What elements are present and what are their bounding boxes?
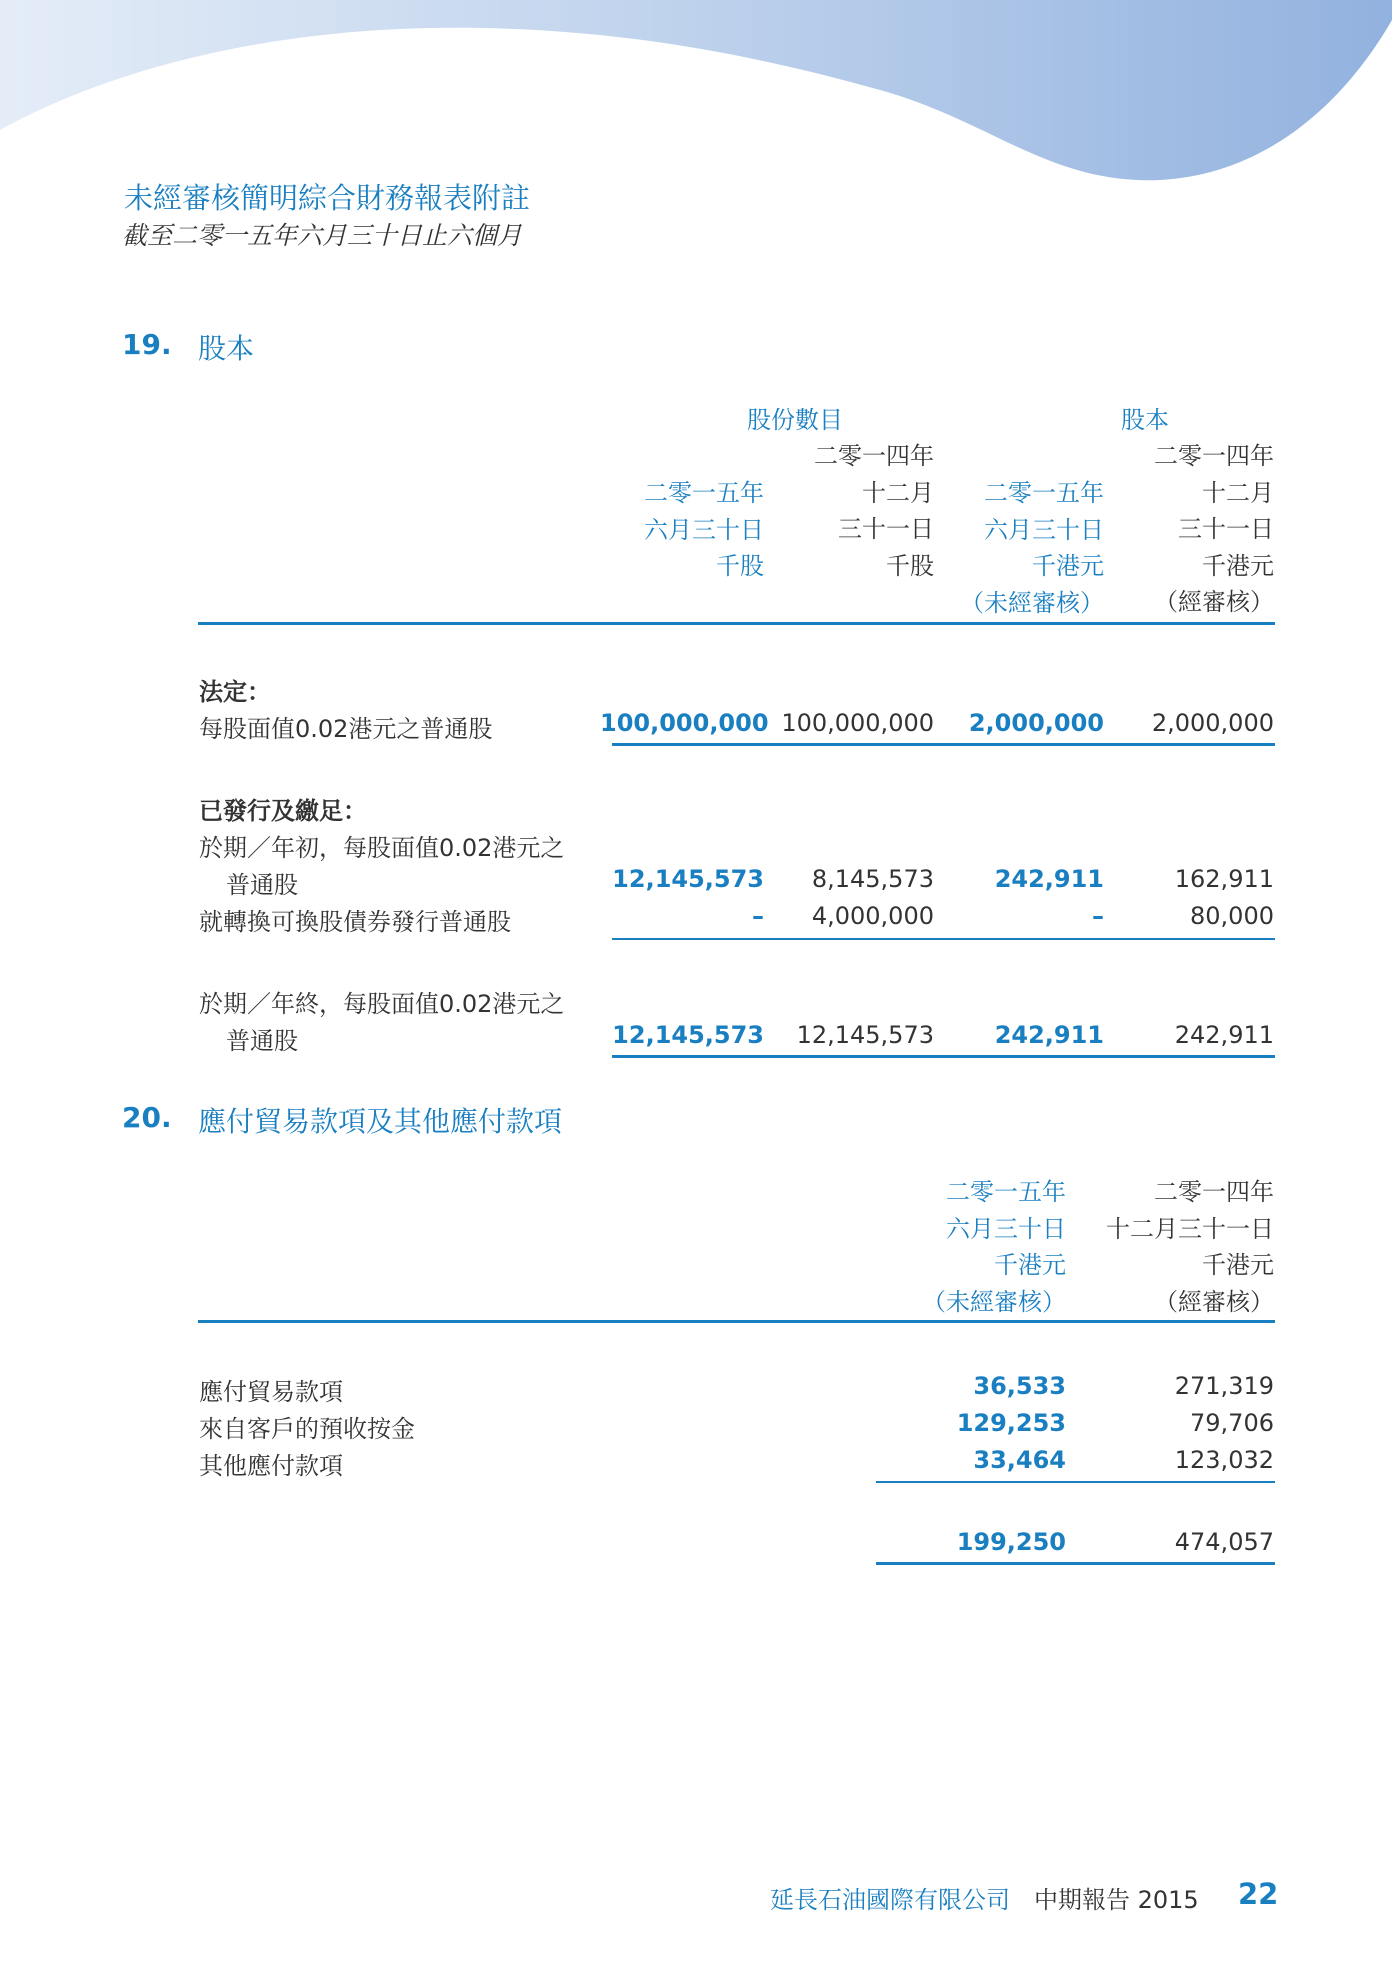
opening-row-v3: 242,911 — [994, 865, 1104, 893]
header-wave-decoration — [0, 0, 1392, 200]
authorised-heading: 法定： — [199, 678, 271, 706]
payables-total-v1: 199,250 — [956, 1528, 1066, 1556]
payables-row-1-v1: 129,253 — [956, 1409, 1066, 1437]
note-19-number: 19. — [122, 328, 172, 361]
page-title: 未經審核簡明綜合財務報表附註 — [124, 181, 531, 215]
conversion-underline — [612, 938, 1275, 940]
authorised-row-label: 每股面值0.02港元之普通股 — [199, 715, 493, 743]
authorised-row-v1: 100,000,000 — [600, 709, 769, 737]
conversion-row-v4: 80,000 — [1190, 902, 1274, 930]
opening-label-line1: 於期／年初，每股面值0.02港元之 — [199, 834, 565, 862]
opening-label-line2: 普通股 — [226, 871, 298, 899]
closing-label-line2: 普通股 — [226, 1027, 298, 1055]
issued-heading: 已發行及繳足： — [199, 797, 367, 825]
closing-row-v3: 242,911 — [994, 1021, 1104, 1049]
closing-row-v1: 12,145,573 — [612, 1021, 764, 1049]
payables-row-2-v2: 123,032 — [1174, 1446, 1274, 1474]
note19-col3-header: 二零一五年 六月三十日 千港元 （未經審核） — [960, 479, 1104, 617]
payables-row-0-label: 應付貿易款項 — [199, 1378, 343, 1406]
closing-row-v4: 242,911 — [1174, 1021, 1274, 1049]
conversion-row-label: 就轉換可換股債券發行普通股 — [199, 908, 511, 936]
group-header-capital: 股本 — [1121, 406, 1169, 434]
conversion-row-v3: – — [1092, 902, 1104, 930]
opening-row-v1: 12,145,573 — [612, 865, 764, 893]
note19-col2-header: 二零一四年 十二月 三十一日 千股 — [814, 442, 934, 580]
closing-underline — [612, 1055, 1275, 1058]
authorised-underline — [612, 743, 1275, 746]
note-20-number: 20. — [122, 1101, 172, 1134]
closing-label-line1: 於期／年終，每股面值0.02港元之 — [199, 990, 565, 1018]
note20-col2-header: 二零一四年 十二月三十一日 千港元 （經審核） — [1106, 1178, 1274, 1316]
note20-header-rule — [198, 1320, 1275, 1323]
payables-subtotal-rule — [876, 1481, 1275, 1483]
conversion-row-v1: – — [752, 902, 764, 930]
opening-row-v4: 162,911 — [1174, 865, 1274, 893]
group-header-shares: 股份數目 — [747, 406, 843, 434]
payables-row-0-v2: 271,319 — [1174, 1372, 1274, 1400]
payables-row-2-label: 其他應付款項 — [199, 1452, 343, 1480]
authorised-row-v3: 2,000,000 — [968, 709, 1104, 737]
closing-row-v2: 12,145,573 — [796, 1021, 934, 1049]
payables-row-2-v1: 33,464 — [973, 1446, 1066, 1474]
footer-report-label: 中期報告 2015 — [1034, 1886, 1199, 1914]
conversion-row-v2: 4,000,000 — [811, 902, 934, 930]
note20-col1-header: 二零一五年 六月三十日 千港元 （未經審核） — [922, 1178, 1066, 1316]
payables-row-1-v2: 79,706 — [1190, 1409, 1274, 1437]
payables-row-1-label: 來自客戶的預收按金 — [199, 1415, 415, 1443]
payables-row-0-v1: 36,533 — [973, 1372, 1066, 1400]
payables-total-v2: 474,057 — [1174, 1528, 1274, 1556]
footer-company-name: 延長石油國際有限公司 — [770, 1886, 1010, 1914]
authorised-row-v2: 100,000,000 — [781, 709, 934, 737]
note19-col4-header: 二零一四年 十二月 三十一日 千港元 （經審核） — [1154, 442, 1274, 616]
opening-row-v2: 8,145,573 — [811, 865, 934, 893]
page-subtitle: 截至二零一五年六月三十日止六個月 — [122, 221, 523, 250]
authorised-row-v4: 2,000,000 — [1151, 709, 1274, 737]
note19-col1-header: 二零一五年 六月三十日 千股 — [644, 479, 764, 580]
note-19-title: 股本 — [198, 332, 255, 365]
note-20-title: 應付貿易款項及其他應付款項 — [198, 1105, 563, 1138]
note19-header-rule — [198, 622, 1275, 625]
page-number: 22 — [1238, 1877, 1279, 1911]
payables-total-rule — [876, 1562, 1275, 1565]
